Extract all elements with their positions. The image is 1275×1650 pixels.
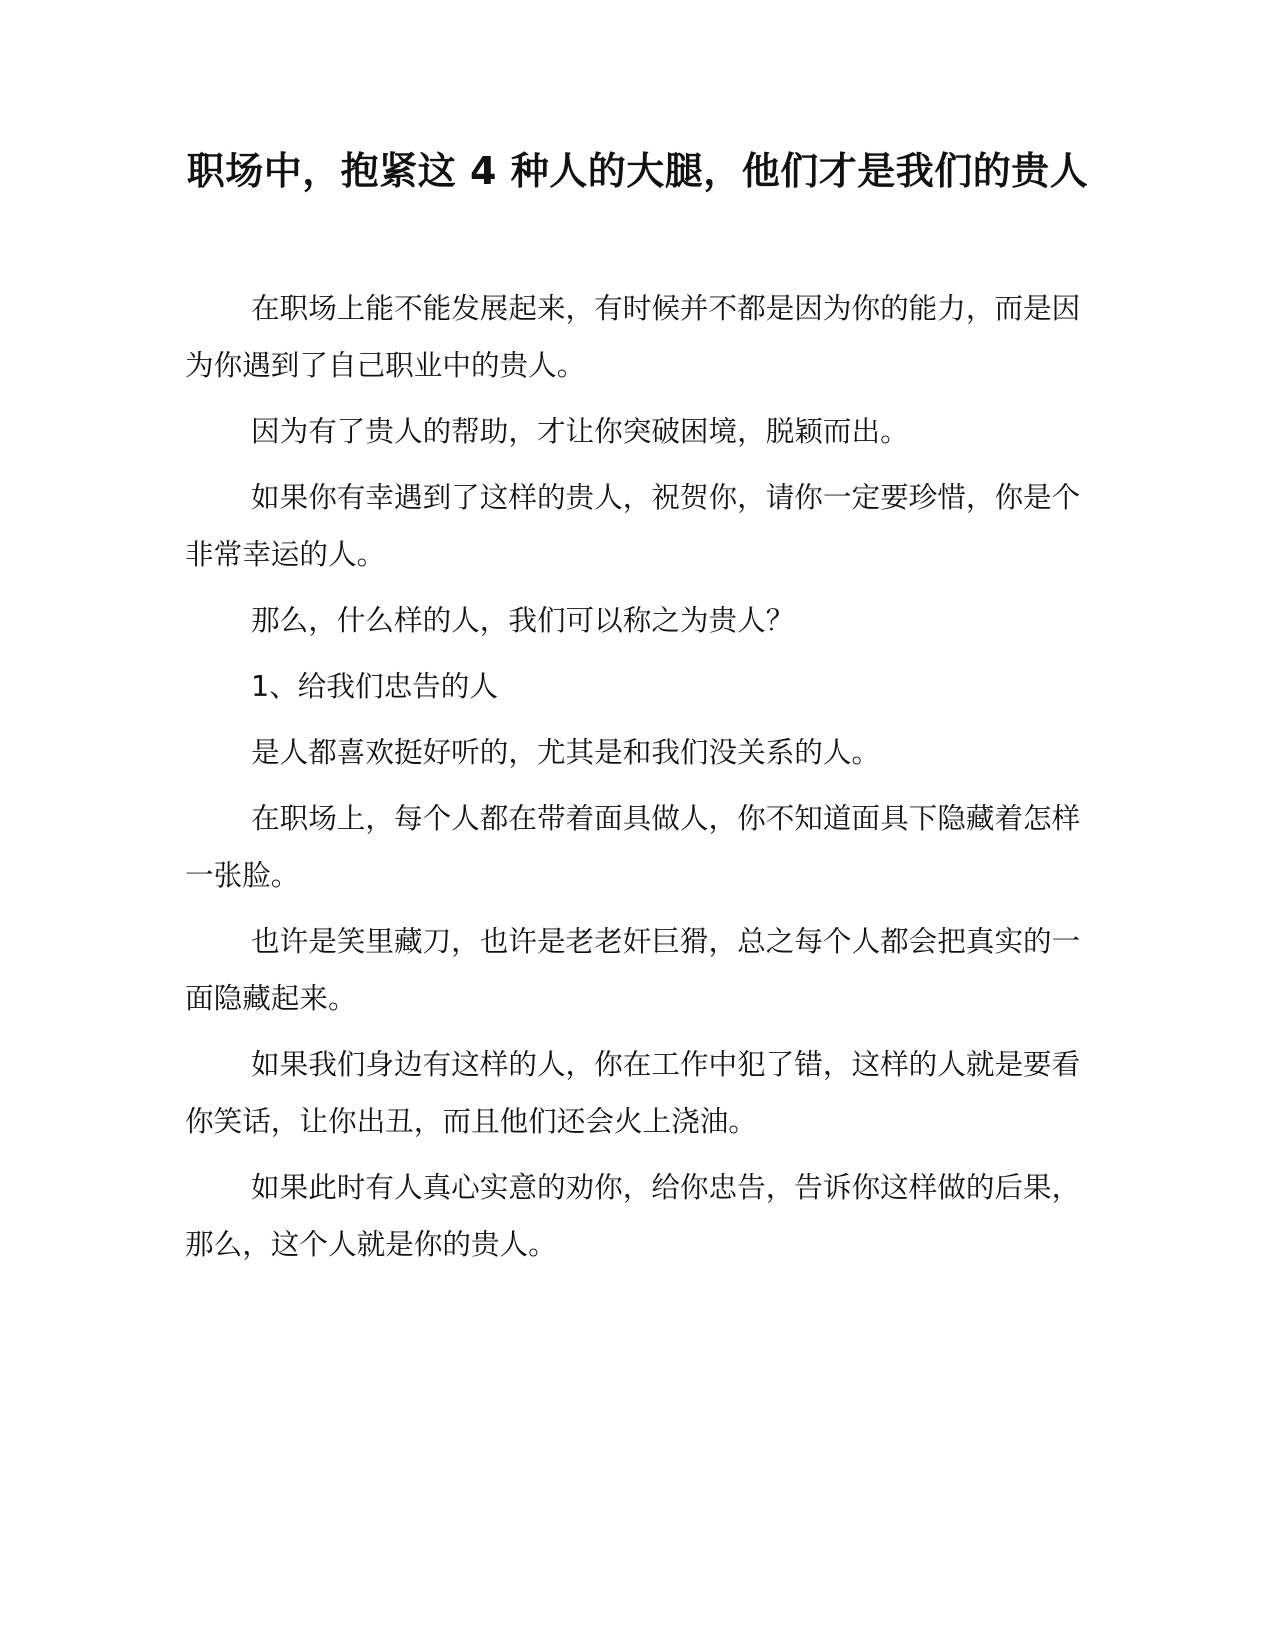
paragraph: 是人都喜欢挺好听的，尤其是和我们没关系的人。: [251, 735, 881, 769]
paragraph: 在职场上能不能发展起来，有时候并不都是因为你的能力，而是因为你遇到了自己职业中的贵人。: [185, 291, 1081, 382]
paragraph: 因为有了贵人的帮助，才让你突破困境，脱颖而出。: [251, 414, 909, 448]
document-title: 职场中，抱紧这 4 种人的大腿，他们才是我们的贵人: [186, 149, 1089, 193]
paragraph: 如果你有幸遇到了这样的贵人，祝贺你，请你一定要珍惜，你是个非常幸运的人。: [185, 480, 1081, 571]
document-body: [185, 280, 1085, 1282]
section-heading: 1、给我们忠告的人: [251, 669, 498, 703]
paragraph: 也许是笑里藏刀，也许是老老奸巨猾，总之每个人都会把真实的一面隐藏起来。: [185, 924, 1081, 1015]
paragraph: 如果此时有人真心实意的劝你，给你忠告，告诉你这样做的后果，那么，这个人就是你的贵人。: [185, 1170, 1081, 1261]
paragraph: 如果我们身边有这样的人，你在工作中犯了错，这样的人就是要看你笑话，让你出丑，而且他们还会火上浇油。: [185, 1047, 1081, 1138]
paragraph: 在职场上，每个人都在带着面具做人，你不知道面具下隐藏着怎样一张脸。: [185, 801, 1081, 892]
paragraph: 那么，什么样的人，我们可以称之为贵人？: [251, 603, 795, 637]
